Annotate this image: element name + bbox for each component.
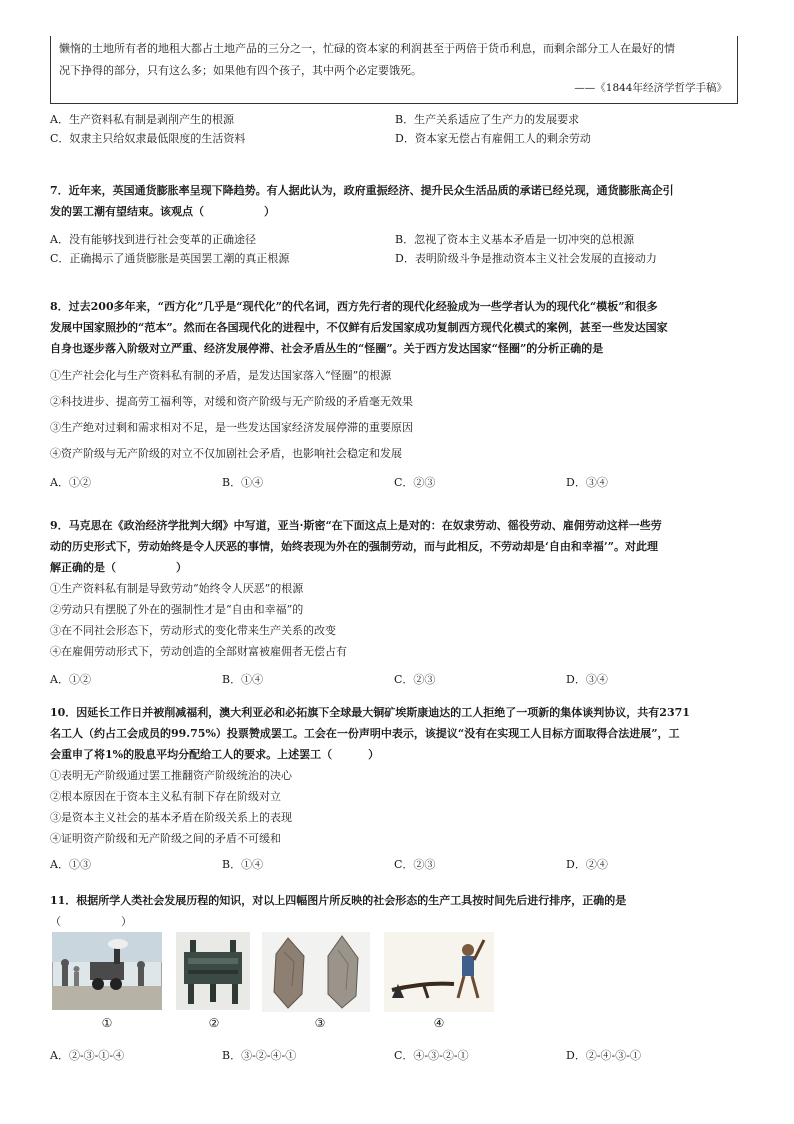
q8-statement-1: ①生产社会化与生产资料私有制的矛盾，是发达国家落入“怪圈”的根源 <box>50 369 392 382</box>
q9-statement-3: ③在不同社会形态下，劳动形式的变化带来生产关系的改变 <box>50 624 336 637</box>
q10-option-d[interactable]: D．②④ <box>566 858 608 871</box>
q10-stem-line-1: 10．因延长工作日并被削减福利，澳大利亚必和必拓旗下全球最大铜矿埃斯康迪达的工人拒绝了一项新的集体谈判协议，共有2371 <box>50 706 690 719</box>
q11-stem-line-2 <box>50 911 750 932</box>
question-6-options <box>50 110 750 148</box>
q11-stem-close: ） <box>121 915 132 928</box>
q9-stem-line-1: 9．马克思在《政治经济学批判大纲》中写道，亚当·斯密“在下面这点上是对的：在奴隶劳动、徭役劳动、雇佣劳动这样一些劳 <box>50 519 662 532</box>
q8-option-a[interactable]: A．①② <box>50 476 91 489</box>
q8-statement-2: ②科技进步、提高劳工福利等，对缓和资产阶级与无产阶级的矛盾毫无效果 <box>50 395 413 408</box>
q8-stem-line-3: 自身也逐步落入阶级对立严重、经济发展停滞、社会矛盾丛生的“怪圈”。关于西方发达国家“怪圈”的分析正确的是 <box>50 342 604 355</box>
q6-option-d[interactable]: D．资本家无偿占有雇佣工人的剩余劳动 <box>395 132 591 145</box>
quote-text-line-2: 况下挣得的部分，只有这么多；如果他有四个孩子，其中两个必定要饿死。 <box>59 64 422 77</box>
q11-option-a[interactable]: A．②-③-①-④ <box>50 1049 125 1062</box>
bronze-ding-image <box>176 932 250 1013</box>
q7-option-a[interactable]: A．没有能够找到进行社会变革的正确途径 <box>50 233 256 246</box>
stone-tools-image <box>262 932 370 1015</box>
q6-option-c[interactable]: C．奴隶主只给奴隶最低限度的生活资料 <box>50 132 246 145</box>
q9-statement-2: ②劳动只有摆脱了外在的强制性才是“自由和幸福”的 <box>50 603 304 616</box>
picture-1-label: ① <box>101 1016 113 1030</box>
q8-statement-4: ④资产阶级与无产阶级的对立不仅加剧社会矛盾，也影响社会稳定和发展 <box>50 447 402 460</box>
q7-stem-line-1: 7．近年来，英国通货膨胀率呈现下降趋势。有人据此认为，政府重振经济、提升民众生活品质的承诺已经兑现，通货膨胀高企引 <box>50 184 674 197</box>
q9-statement-1: ①生产资料私有制是导致劳动“始终令人厌恶”的根源 <box>50 582 304 595</box>
q9-stem-close: ） <box>176 561 187 574</box>
q6-option-a[interactable]: A．生产资料私有制是剥削产生的根源 <box>50 113 234 126</box>
picture-2-label: ② <box>208 1016 220 1030</box>
steam-locomotive-image <box>52 932 162 1013</box>
q9-option-d[interactable]: D．③④ <box>566 673 608 686</box>
q7-option-d[interactable]: D．表明阶级斗争是推动资本主义社会发展的直接动力 <box>395 252 657 265</box>
iron-plough-image <box>384 932 494 1015</box>
q10-option-a[interactable]: A．①③ <box>50 858 91 871</box>
q10-statement-2: ②根本原因在于资本主义私有制下存在阶级对立 <box>50 790 281 803</box>
q7-stem-text: 发的罢工潮有望结束。该观点（ <box>50 205 204 218</box>
question-8 <box>50 296 750 492</box>
question-11-options <box>50 1046 750 1065</box>
question-9 <box>50 515 750 689</box>
q7-stem-line-2 <box>50 201 750 222</box>
q11-option-c[interactable]: C．④-③-②-① <box>394 1049 469 1062</box>
q8-statement-3: ③生产绝对过剩和需求相对不足，是一些发达国家经济发展停滞的重要原因 <box>50 421 413 434</box>
quote-text-line-1: 懒惰的土地所有者的地租大都占土地产品的三分之一，忙碌的资本家的利润甚至于两倍于货币利息，而剩余部分工人在最好的情 <box>59 42 675 55</box>
q9-stem-line-2: 动的历史形式下，劳动始终是令人厌恶的事情，始终表现为外在的强制劳动，而与此相反，不劳动却是‘自由和幸福’”。对此理 <box>50 540 658 553</box>
q8-stem-line-2: 发展中国家照抄的“范本”。然而在各国现代化的进程中，不仅鲜有后发国家成功复制西方现代化模式的案例，甚至一些发达国家 <box>50 321 668 334</box>
q9-option-b[interactable]: B．①④ <box>222 673 264 686</box>
q8-option-d[interactable]: D．③④ <box>566 476 608 489</box>
q10-statement-3: ③是资本主义社会的基本矛盾在阶级关系上的表现 <box>50 811 292 824</box>
q9-stem-line-3 <box>50 557 750 578</box>
q10-stem-text: 会重申了将1%的股息平均分配给工人的要求。上述罢工（ <box>50 748 333 761</box>
q7-option-c[interactable]: C．正确揭示了通货膨胀是英国罢工潮的真正根源 <box>50 252 290 265</box>
picture-4-label: ④ <box>433 1016 445 1030</box>
q9-statement-4: ④在雇佣劳动形式下，劳动创造的全部财富被雇佣者无偿占有 <box>50 645 347 658</box>
q10-statement-1: ①表明无产阶级通过罢工推翻资产阶级统治的决心 <box>50 769 292 782</box>
q11-option-d[interactable]: D．②-④-③-① <box>566 1049 641 1062</box>
q8-option-b[interactable]: B．①④ <box>222 476 264 489</box>
q10-stem-line-3 <box>50 744 750 765</box>
q6-option-b[interactable]: B．生产关系适应了生产力的发展要求 <box>395 113 580 126</box>
q9-option-c[interactable]: C．②③ <box>394 673 436 686</box>
q11-option-b[interactable]: B．③-②-④-① <box>222 1049 297 1062</box>
quote-box <box>50 36 738 104</box>
q10-statement-4: ④证明资产阶级和无产阶级之间的矛盾不可缓和 <box>50 832 281 845</box>
q7-option-b[interactable]: B．忽视了资本主义基本矛盾是一切冲突的总根源 <box>395 233 635 246</box>
q9-option-a[interactable]: A．①② <box>50 673 91 686</box>
q11-stem-line-1: 11．根据所学人类社会发展历程的知识，对以上四幅图片所反映的社会形态的生产工具按时间先后进行排序，正确的是 <box>50 894 627 907</box>
q11-stem-text: （ <box>50 915 61 928</box>
q8-stem-line-1: 8．过去200多年来，“西方化”几乎是“现代化”的代名词，西方先行者的现代化经验成为一些学者认为的现代化“模板”和很多 <box>50 300 658 313</box>
q10-stem-close: ） <box>368 748 380 761</box>
q10-option-b[interactable]: B．①④ <box>222 858 264 871</box>
question-11 <box>50 890 750 932</box>
q10-option-c[interactable]: C．②③ <box>394 858 436 871</box>
q7-stem-close: ） <box>264 205 275 218</box>
q11-pictures <box>52 932 512 1032</box>
q9-stem-text: 解正确的是（ <box>50 561 116 574</box>
picture-3-label: ③ <box>314 1016 326 1030</box>
question-10 <box>50 702 750 874</box>
q10-stem-line-2: 名工人（约占工会成员的99.75%）投票赞成罢工。工会在一份声明中表示，该提议“没有在实现工人目标方面取得合法进展”，工 <box>50 727 680 740</box>
q8-option-c[interactable]: C．②③ <box>394 476 436 489</box>
question-7 <box>50 180 750 268</box>
quote-source: ——《1844年经济学哲学手稿》 <box>574 82 727 94</box>
